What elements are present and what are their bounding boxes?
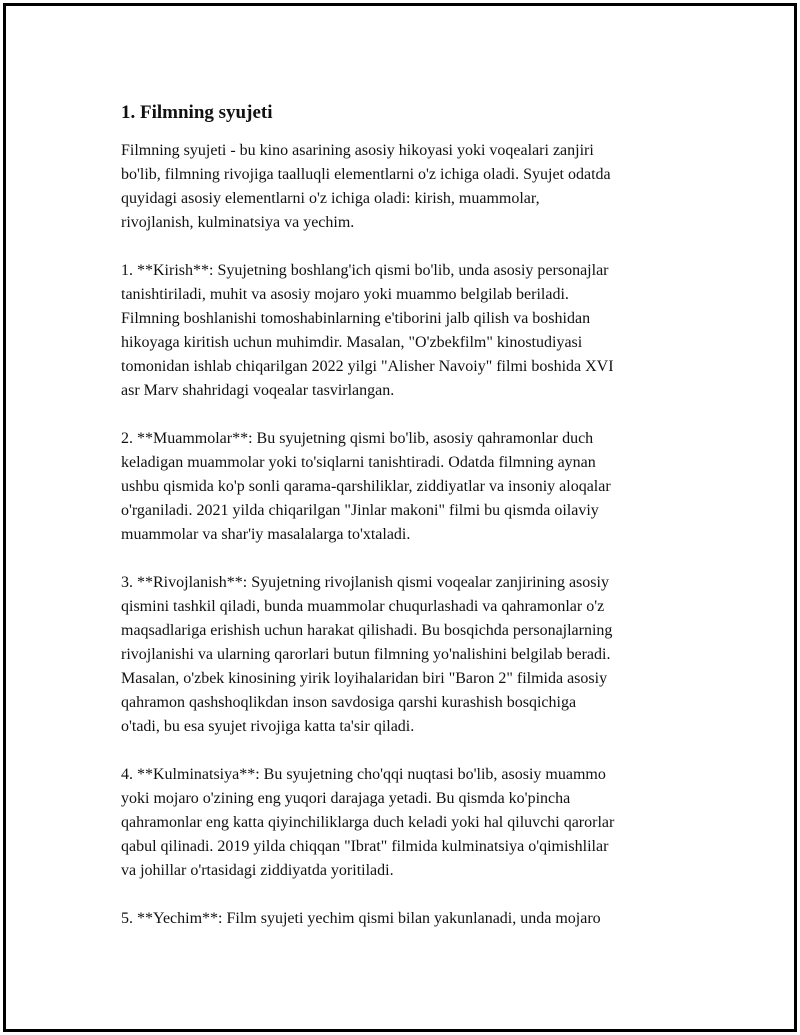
text-line: maqsadlariga erishish uchun harakat qilishadi. Bu bosqichda personajlarning — [121, 622, 613, 639]
text-line: 4. **Kulminatsiya**: Bu syujetning cho'qqi nuqtasi bo'lib, asosiy muammo — [121, 766, 606, 783]
text-line: Masalan, o'zbek kinosining yirik loyihalaridan biri "Baron 2" filmida asosiy — [121, 670, 608, 687]
text-line: 1. **Kirish**: Syujetning boshlang'ich qismi bo'lib, unda asosiy personajlar — [121, 262, 609, 279]
section-heading: 1. Filmning syujeti — [121, 102, 273, 123]
text-line: 2. **Muammolar**: Bu syujetning qismi bo'lib, asosiy qahramonlar duch — [121, 430, 594, 447]
rivojlanish-paragraph — [121, 571, 691, 739]
text-line: tanishtiriladi, muhit va asosiy mojaro yoki muammo belgilab beriladi. — [121, 286, 569, 303]
text-line: 3. **Rivojlanish**: Syujetning rivojlanish qismi voqealar zanjirining asosiy — [121, 574, 609, 591]
text-line: hikoyaga kiritish uchun muhimdir. Masalan, "O'zbekfilm" kinostudiyasi — [121, 334, 583, 351]
text-line: asr Marv shahridagi voqealar tasvirlangan. — [121, 382, 395, 399]
kulminatsiya-paragraph — [121, 763, 691, 883]
intro-paragraph — [121, 139, 691, 235]
text-line: quyidagi asosiy elementlarni o'z ichiga oladi: kirish, muammolar, — [121, 190, 540, 207]
text-line: qismini tashkil qiladi, bunda muammolar chuqurlashadi va qahramonlar o'z — [121, 598, 605, 615]
text-line: tomonidan ishlab chiqarilgan 2022 yilgi "Alisher Navoiy" filmi boshida XVI — [121, 358, 614, 375]
text-line: o'tadi, bu esa syujet rivojiga katta ta'sir qiladi. — [121, 718, 415, 735]
page-frame — [3, 3, 797, 1032]
document-body — [121, 101, 691, 955]
text-line: ushbu qismida ko'p sonli qarama-qarshiliklar, ziddiyatlar va insoniy aloqalar — [121, 478, 611, 495]
text-line: muammolar va shar'iy masalalarga to'xtaladi. — [121, 526, 411, 543]
text-line: rivojlanishi va ularning qarorlari butun filmning yo'nalishini belgilab beradi. — [121, 646, 611, 663]
yechim-paragraph — [121, 907, 691, 931]
muammolar-paragraph — [121, 427, 691, 547]
kirish-paragraph — [121, 259, 691, 403]
text-line: qabul qilinadi. 2019 yilda chiqqan "Ibrat" filmida kulminatsiya o'qimishlilar — [121, 838, 609, 855]
text-line: bo'lib, filmning rivojiga taalluqli elementlarni o'z ichiga oladi. Syujet odatda — [121, 166, 611, 183]
text-line: o'rganiladi. 2021 yilda chiqarilgan "Jinlar makoni" filmi bu qismda oilaviy — [121, 502, 599, 519]
text-line: yoki mojaro o'zining eng yuqori darajaga yetadi. Bu qismda ko'pincha — [121, 790, 571, 807]
text-line: qahramon qashshoqlikdan inson savdosiga qarshi kurashish bosqichiga — [121, 694, 577, 711]
text-line: qahramonlar eng katta qiyinchiliklarga duch keladi yoki hal qiluvchi qarorlar — [121, 814, 615, 831]
text-line: keladigan muammolar yoki to'siqlarni tanishtiradi. Odatda filmning aynan — [121, 454, 596, 471]
text-line: 5. **Yechim**: Film syujeti yechim qismi bilan yakunlanadi, unda mojaro — [121, 910, 601, 927]
text-line: rivojlanish, kulminatsiya va yechim. — [121, 214, 355, 231]
text-line: Filmning boshlanishi tomoshabinlarning e'tiborini jalb qilish va boshidan — [121, 310, 591, 327]
text-line: Filmning syujeti - bu kino asarining asosiy hikoyasi yoki voqealari zanjiri — [121, 142, 594, 159]
text-line: va johillar o'rtasidagi ziddiyatda yoritiladi. — [121, 862, 394, 879]
